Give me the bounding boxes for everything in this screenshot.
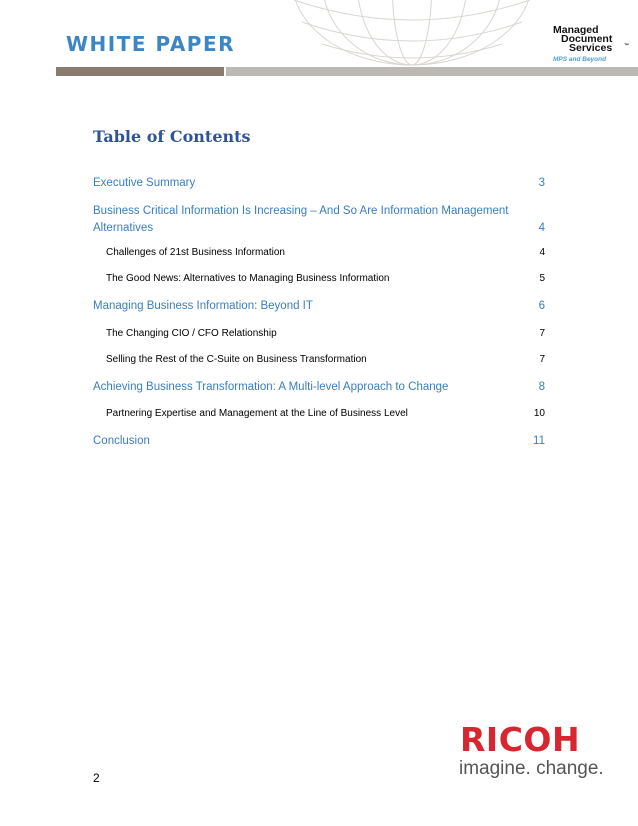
- toc-entry-cio-cfo-relationship[interactable]: [93, 325, 545, 342]
- toc-entry-label: The Changing CIO / CFO Relationship: [106, 328, 277, 339]
- toc-entry-business-critical-information[interactable]: [93, 203, 545, 237]
- globe-watermark-icon: [282, 0, 542, 68]
- toc-entry-page: 4: [539, 247, 545, 258]
- toc-entry-page: 4: [538, 222, 545, 234]
- managed-document-services-logo: [551, 25, 635, 65]
- toc-entry-page: 3: [538, 177, 545, 189]
- ricoh-logo: [458, 720, 613, 782]
- toc-entry-label: Executive Summary: [93, 177, 196, 189]
- toc-entry-page: 5: [539, 273, 545, 284]
- toc-entry-selling-c-suite[interactable]: [93, 351, 545, 368]
- ricoh-tagline: imagine. change.: [459, 758, 604, 779]
- page-number: 2: [93, 771, 100, 785]
- logo-line-managed: Managed: [553, 24, 599, 36]
- ricoh-brand: RICOH: [460, 720, 581, 759]
- toc-entry-page: 8: [538, 381, 545, 393]
- toc-entry-label-line2: Alternatives: [93, 222, 154, 234]
- logo-line-services: Services: [569, 42, 613, 54]
- toc-entry-label: Partnering Expertise and Management at the Line of Business Level: [106, 408, 408, 419]
- toc-entry-page: 7: [539, 328, 545, 339]
- toc-entry-good-news[interactable]: [93, 270, 545, 287]
- toc-entry-challenges[interactable]: [93, 244, 545, 261]
- toc-entry-executive-summary[interactable]: [93, 175, 545, 192]
- toc-entry-label: Conclusion: [93, 435, 150, 447]
- toc-entry-label: Achieving Business Transformation: A Multi-level Approach to Change: [93, 381, 449, 393]
- toc-entry-achieving-business-transformation[interactable]: [93, 379, 545, 396]
- toc-entry-page: 6: [538, 300, 545, 312]
- toc-entry-label: Challenges of 21st Business Information: [106, 247, 285, 258]
- header-bar-right: [226, 67, 638, 76]
- logo-line-document: Document: [561, 33, 613, 45]
- toc-entry-label: [93, 203, 533, 237]
- toc-entry-label: Managing Business Information: Beyond IT: [93, 300, 313, 312]
- toc-entry-page: 10: [533, 408, 545, 419]
- toc-entry-conclusion[interactable]: [93, 433, 545, 450]
- header-bar-left: [56, 67, 224, 76]
- toc-entry-partnering-expertise[interactable]: [93, 405, 545, 422]
- toc-entry-label: Selling the Rest of the C-Suite on Business Transformation: [106, 354, 367, 365]
- toc-entry-label-line1: Business Critical Information Is Increasing – And So Are Information Management: [93, 205, 509, 217]
- logo-tagline: MPS and Beyond: [553, 56, 607, 63]
- toc-entry-managing-business-information[interactable]: [93, 298, 545, 315]
- toc-entry-page: 11: [533, 435, 545, 447]
- document-title: WHITE PAPER: [66, 32, 236, 56]
- toc-entry-page: 7: [539, 354, 545, 365]
- toc-heading: Table of Contents: [93, 127, 251, 146]
- logo-trademark: ™: [624, 43, 629, 49]
- toc-entry-label: The Good News: Alternatives to Managing Business Information: [106, 273, 390, 284]
